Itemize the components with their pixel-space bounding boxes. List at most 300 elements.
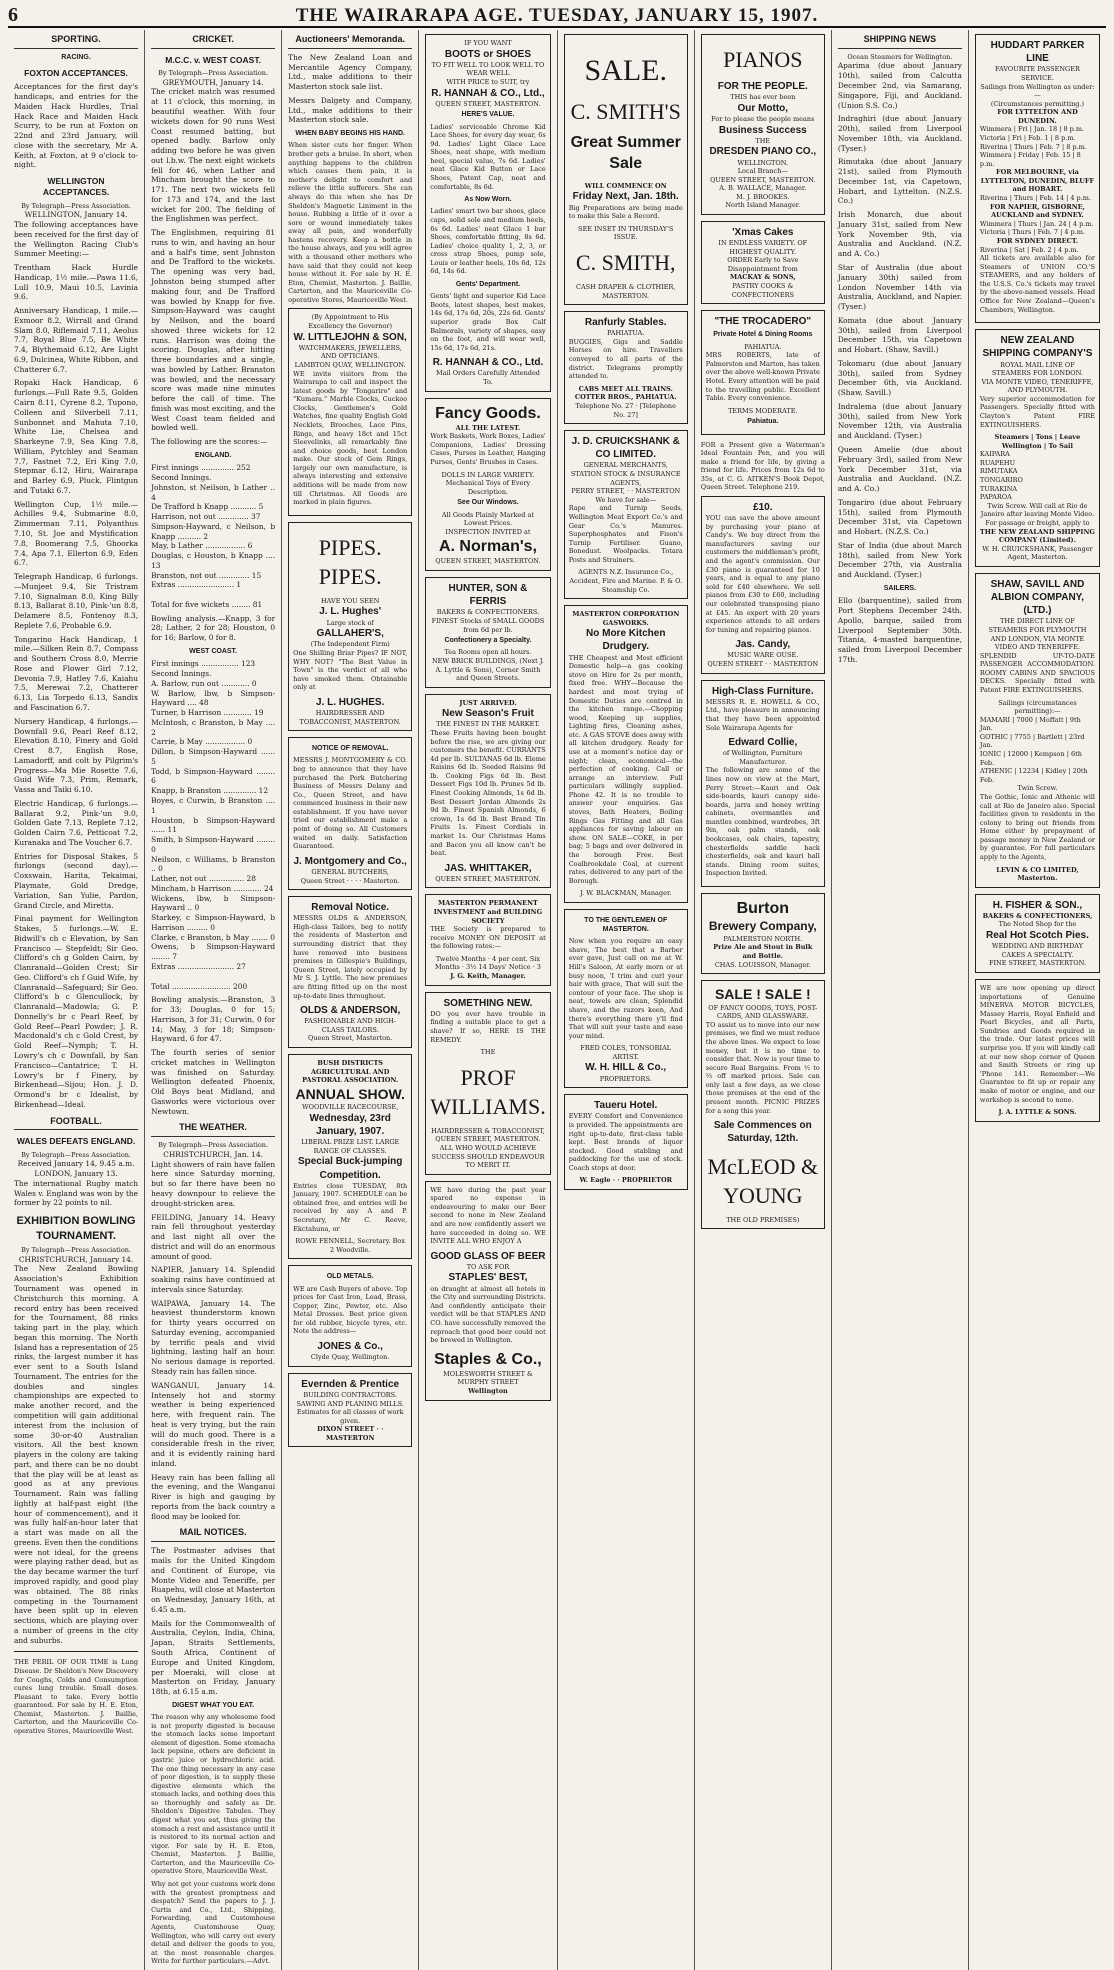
- ad-text: CASH DRAPER & CLOTHIER,: [575, 282, 676, 291]
- paragraph: Komata (due about January 30th), sailed from Liverpool December 15th, via Capetown and Hobart. (Shaw, Savill.): [837, 315, 962, 355]
- ad-title: Real Hot Scotch Pies.: [986, 930, 1089, 942]
- advertisement: [564, 605, 688, 903]
- article-heading: WALES DEFEATS ENGLAND.: [16, 1136, 136, 1147]
- advertisement: [564, 430, 688, 599]
- paragraph: When sister cuts her finger. When brother gets a bruise. In short, when anything happens to the children which causes them pain, it is mother's delight to comfort and relieve the little sufferers. She can always do this when she has Dr Sheldon's Magnetic Liniment in the house. Rubbing a little of it over a sore or wound immediately takes away all pain, and wonderfully hastens recovery. Keep a bottle in the house always, and you will agree with a thousand other mothers who have said that they could not keep house without it. For sale by H. E. Eton, Chemist, Masterton. J. Baillie, Carterton, and the Mauriceville Co-operative Stores, Mauriceville West.: [288, 141, 413, 304]
- ad-subtitle: FOR NAPIER, GISBORNE, AUCKLAND and SYDNEY.: [990, 202, 1085, 220]
- ad-text: MASTERTON.: [602, 291, 650, 300]
- column-ads-5: [558, 30, 695, 1970]
- dateline: WELLINGTON, January 14.: [24, 210, 128, 220]
- ad-text: CABS MEET ALL TRAINS. COTTER BROS., PAHIATUA.: [574, 384, 677, 402]
- ad-title: H. FISHER & SON.,: [992, 899, 1083, 911]
- dateline: CHRISTCHURCH, Jan. 14.: [163, 1149, 264, 1159]
- ad-text: ALL THE LATEST.: [455, 423, 521, 432]
- ad-text: of Wellington, Furniture Manufacturer.: [722, 749, 803, 766]
- advertisement: [975, 34, 1100, 323]
- ad-text: QUEEN STREET · · MASTERTON: [707, 660, 819, 669]
- section-heading: Auctioneers' Memoranda.: [288, 32, 412, 49]
- page-number: 6: [8, 4, 18, 26]
- byline: By Telegraph—Press Association.: [21, 201, 131, 210]
- advertisement: [288, 1265, 412, 1366]
- paragraph: Entries for Disposal Stakes, 5 furlongs (second day).—Coxswain, Harita, Tekaimai, Playmate, Gold Dredge, Variation, San Yulie, Pardon, Grand Circle, and Miretta.: [14, 851, 139, 910]
- paragraph: Final payment for Wellington Stakes, 5 furlongs.—W. E. Bidwill's ch c Elevation, by San Francisco — Stepfeldt; Sir Geo. Clifford's ch g Golden Cairn, by Clanranald—Golden Crest; Sir Geo. Clifford's ch f Guid Wife, by Clanranald—Safeguard; Sir Geo. Clifford's b c Glencullock, by Clanranald—Madowla; G. P. Donnelly's br c Pearl Reef, by Gold Reef—Pearl Powder; J. R. Macdonald's ch c Gold Crest, by Gold Reef—Nymph; T. H. Lowry's ch c Downfall, by San Francisco—Cantatrice; T. H. Lowry's br f Finery, by Birkenhead—Sijou; Hon. J. D. Ormond's br c Idealist, by Birkenhead—Ideal.: [14, 914, 139, 1109]
- ad-title: OLDS & ANDERSON,: [300, 1005, 401, 1017]
- section-heading: THE WEATHER.: [151, 1120, 275, 1137]
- columns: [8, 30, 1106, 1966]
- ad-text: Sailings (circumstances permitting):—: [998, 698, 1077, 716]
- ad-title: Fancy Goods.: [435, 404, 541, 422]
- ad-text: Wellington: [468, 1386, 508, 1395]
- ad-text: TO FIT WELL TO LOOK WELL TO WEAR WELL: [431, 60, 545, 78]
- ad-text: The Noted Shop for the: [998, 920, 1077, 929]
- ad-text: (The Independent Firm): [310, 640, 390, 649]
- ad-text: Twin Screw. Will call at Rio de Janeiro after leaving Monte Video.: [980, 501, 1095, 519]
- paragraph: Why not get your customs work done with the greatest promptness and despatch? Send the papers to J. J. Curtis and Co., Ltd., Shipping, Forwarding, and Customhouse Agents, Customhouse Quay, Wellington, who will carry out every detail and deliver the goods to you, at the most reasonable charges. Write for further particulars.—Advt.: [151, 1880, 276, 1966]
- ad-body: DO you ever have trouble in finding a suitable place to get a shave? If so, HERE IS THE REMEDY.: [430, 1009, 546, 1044]
- ad-text: INSPECTION INVITED at: [445, 527, 531, 536]
- advertisement: [564, 909, 688, 1088]
- article-heading: DIGEST WHAT YOU EAT.: [172, 1701, 255, 1709]
- paragraph: Aparima (due about January 10th), sailed from Calcutta December 2nd, via Samarang, Singapore, Fiji, and Auckland. (Union S.S. Co.): [837, 61, 962, 110]
- ad-text: Queen Street, Masterton.: [308, 1034, 393, 1043]
- paragraph: Star of Australia (due about January 30th) sailed from London November 14th via Australia, Auckland, and Napier. (Tyser.): [837, 263, 962, 312]
- ad-text: BUILDING CONTRACTORS.: [303, 1390, 397, 1399]
- ad-text: VIA MONTE VIDEO, TENERIFFE, AND PLYMOUTH.: [981, 377, 1094, 395]
- ad-body: The following are some of the lines now on view at the Mart, Perry Street:—Kauri and Oak side-boards, kauri canopy side-boards, jarra and honey writing cabinets, overmantles and mantles combined, wardrobes, 3ft 9in, oak palm stands, oak bookcases, oak chairs, tapestry, chesterfields saddle back chesterfields, oak and kauri hall stands. Dining room suites, Inspection Invited.: [705, 766, 820, 878]
- ad-text: QUEEN STREET, MASTERTON.: [435, 557, 541, 566]
- paragraph: The fourth series of senior cricket matches in Wellington was finished on Saturday. Wellington defeated Phoenix, Old Boys beat Midland, and Gasworks were victorious over Newtown.: [151, 1048, 276, 1116]
- ad-text: W. H. CRUICKSHANK, Passenger Agent, Masterton.: [982, 544, 1093, 562]
- ad-body: MESSRS J. MONTGOMERY & CO. beg to announce that they have purchased the Pork Butchering Business of Messrs Delany and Co., Queen Street, and have commenced business in their new establishment. If you have never tried our establishment make a point of doing so. All Customers waited on daily. Satisfaction Guaranteed.: [293, 756, 408, 851]
- article-heading: WELLINGTON ACCEPTANCES.: [42, 176, 110, 198]
- advertisement: [425, 1181, 550, 1401]
- ad-text: ALL WHO WOULD ACHIEVE SUCCESS SHOULD ENDEAVOUR TO MERIT IT.: [431, 1143, 545, 1170]
- paragraph: Tongarino Hack Handicap, 1 mile.—Silken Rein 8.7, Compass and Southern Cross 8.0, Merrie Rose and Flower Girl 7.12, Devonia 7.9, Hatley 7.6, Kaiahu 7.5, Merewai 7.2, Chatterer 6.13, Lia Torpedo 6.13, Sandix and Fascination 6.7.: [14, 634, 139, 712]
- ad-text: FINE STREET, MASTERTON.: [988, 959, 1086, 968]
- ad-title: DRESDEN PIANO CO.,: [709, 146, 817, 158]
- advertisement: [975, 979, 1100, 1122]
- paragraph: The international Rugby match Wales v. England was won by the former by 22 points to nil.: [14, 1178, 139, 1208]
- column-ads-8: [969, 30, 1106, 1970]
- ad-body: BUGGIES, Gigs and Saddle Horses on hire. Travellers conveyed to all parts of the district. Telegrams promptly attended to.: [568, 337, 683, 381]
- paragraph: Bowling analysis.—Branston, 3 for 33; Douglas, 0 for 15; Harrison, 3 for 31; Curwin, 0 for 14; May, 3 for 18; Simpson-Hayward, 6 for 47.: [151, 995, 276, 1044]
- ad-title: STAPLES' BEST,: [448, 1272, 528, 1284]
- advertisement: [701, 310, 825, 434]
- advertisement-text: FOR a Present give a Waterman's Ideal Fountain Pen, and you will make a friend for life, by giving a friend for life. Prices from 12s 6d to 35s, at C. G. AITKEN'S Book Depot, Queen Street. Telephone 219.: [700, 440, 825, 492]
- ad-text: THE DIRECT LINE OF STEAMERS FOR PLYMOUTH AND LONDON, VIA MONTE VIDEO AND TENERIFFE.: [988, 617, 1087, 652]
- ad-title: McLEOD & YOUNG: [707, 1153, 819, 1208]
- ad-text: THE NEW ZEALAND SHIPPING COMPANY (Limited).: [979, 527, 1095, 545]
- paragraph: The Postmaster advises that mails for the United Kingdom and Continent of Europe, via Monte Video and Teneriffe, per Ruapehu, will close at Masterton on Wednesday, January 16th, at 6.45 a.m.: [151, 1546, 276, 1614]
- byline: By Telegraph—Press Association.: [21, 1246, 131, 1255]
- steamer-list: KAIPARA RUAPEHU RIMUTAKA TONGARIRO TURAKINA PAPAROA: [979, 450, 1023, 502]
- paragraph: Nursery Handicap, 4 furlongs.—Downfall 9.6, Pearl Reef 8.12, Elevation 8.10, Finery and Gold Crest 8.7, English Rose, Lamadorff, and colt by Pilgrim's Progress—Ma Mie Rosette 7.6, Guid Wife 7.3, Prim, Remark, Vassa and Taiki 6.10.: [14, 716, 139, 795]
- ad-title: New Season's Fruit: [442, 708, 534, 720]
- paragraph: Wellington Cup, 1½ mile.—Achilles 9.4, Submarine 8.0, Zimmerman 7.11, Polyanthus 7.10, St. Joe and Mystification 7.8, Boomerang 7.5, Ghoorka 7.4, Apa 7.1, Ellerton 6.9, Eden 6.7.: [14, 499, 139, 568]
- ad-title: PIANOS: [723, 47, 803, 72]
- ad-text: WEDDING AND BIRTHDAY CAKES A SPECIALTY.: [991, 942, 1083, 959]
- ad-text: NEW BRICK BUILDINGS, (Next J. A. Lyttle & Sons), Corner Smith and Queen Streets.: [431, 656, 544, 683]
- ad-subtitle: Gents' Department.: [455, 280, 521, 288]
- ad-text: Queen Street · · · · Masterton.: [300, 876, 400, 885]
- paragraph: Heavy rain has been falling all the evening, and the Wanganui River is high and gauging by reports from the back country a flood may be looked for.: [151, 1472, 276, 1521]
- ad-text: FAVOURITE PASSENGER SERVICE.: [995, 65, 1080, 82]
- ad-title: "THE TROCADERO": [714, 316, 812, 328]
- ad-body: Very superior accommodation for Passengers. Specially fitted with Clayton's Patent FIRE EXTINGUISHERS.: [979, 394, 1095, 429]
- advertisement: [425, 398, 550, 571]
- ad-title: A. Norman's,: [438, 538, 537, 556]
- ad-text: W. Eagle · · PROPRIETOR: [579, 1176, 673, 1185]
- ad-title: SALE.: [584, 54, 667, 87]
- paragraph: The cricket match was resumed at 11 o'clock, this morning, in beautiful weather. With four wickets down for 90 runs West Coast resumed batting, but opened badly. Barlow only adding two before he was given out l.b.w. The next eight wickets fell for 46, when Lather and Mincham brought the score to 171. The next two wickets fell for 173 and 174, and the last wicket for 200. The fielding of the Englishmen was perfect.: [151, 87, 276, 224]
- ad-text: OF FANCY GOODS, TOYS, POST-CARDS, AND GLASSWARE.: [708, 1003, 818, 1021]
- ad-body: MESSRS R. E. HOWELL & CO., Ltd., have pleasure in announcing that they have been appointed Sole Wairarapa Agents for: [705, 697, 820, 732]
- ad-text: HAIRDRESSER AND TOBACCONIST, MASTERTON.: [299, 709, 401, 726]
- ad-title: MASTERTON CORPORATION GASWORKS.: [572, 610, 680, 627]
- ad-title: Ranfurly Stables.: [584, 317, 667, 329]
- advertisement: [701, 893, 825, 974]
- ad-text: Pahiatua.: [747, 418, 779, 426]
- ad-text: FRED COLES, TONSORIAL ARTIST.: [580, 1044, 672, 1061]
- paragraph: Acceptances for the first day's handicaps, and entries for the Maiden Hack Hurdles, Trial Hack Race and Maiden Hack Scurry, to be run at Foxton on 22nd and 23rd January, will close with the secretary, Mr A. Keith, at Foxton, at 9 o'clock to-night.: [14, 82, 139, 170]
- column-cricket: [145, 30, 282, 1970]
- ad-title: Friday Next, Jan. 18th.: [572, 191, 679, 203]
- ad-title: No More Kitchen Drudgery.: [586, 628, 666, 653]
- byline: By Telegraph—Press Association.: [21, 1150, 131, 1159]
- ad-body: TO assist us to move into our new premises, we find we must reduce the above lines. We expect to lose money, but it is no time to consider that. Now is your time to secure Real Bargains. From ½ to ⅓ off marked prices. Sale can only last a few days, as we close those premises at the end of the present month. PICNIC PRIZES for a song this year.: [705, 1020, 820, 1115]
- ad-body: Ladies' smart two bar shoes, glace caps, solid sole and medium heels, 6s 6d. Ladies' neat Glace 1 bar Shoes, comfortable fitting, 8s 6d. Ladies' choice quality 1, 2, 3, or cross strap Shoes, pump sole, Louis or leather heels, 10s 6d, 12s 6d, 14s 6d.: [430, 207, 546, 276]
- advertisement: [564, 34, 688, 305]
- paragraph: WANGANUI, January 14. Intensely hot and stormy weather is being experienced here, with frequent rain. The heat is very trying, but the rain will do much good. There is a considerable fresh in the river, and it is evidently raining hard inland.: [151, 1380, 276, 1468]
- ad-title: J. D. CRUICKSHANK & CO LIMITED.: [571, 436, 680, 461]
- ad-subtitle: As Now Worn.: [464, 196, 512, 204]
- column-ads-4: [419, 30, 557, 1970]
- ad-text: WELLINGTON.: [737, 158, 789, 167]
- ad-title: C. SMITH,: [575, 249, 676, 275]
- ad-text: Local Branch—: [737, 167, 788, 176]
- ad-text: THE FINEST IN THE MARKET.: [436, 720, 540, 729]
- ad-text: BAKERS & CONFECTIONERS.: [436, 608, 540, 617]
- ad-text: BUSH DISTRICTS AGRICULTURAL AND PASTORAL ASSOCIATION.: [302, 1059, 399, 1085]
- advertisement: [288, 1373, 412, 1448]
- scorecard: First innings .............. 252 Second Innings. Johnston, st Neilson, b Lather .. 4 De Trafford b Knapp ........... 5 Harrison, not out ............. 37 Simpson-Hayward, c Neilson, b Knapp .......... 2 May, b Lather ................. 6 Douglas, c Houston, b Knapp .... 13 Branston, not out ............. 15 Extras ........................ 1 Total for five wickets ........ 81: [151, 463, 276, 609]
- sailing-schedule: Wimmera | Thurs | Jan. 24 | 4 p.m. Victoria | Thurs | Feb. 7 | 4 p.m.: [979, 219, 1094, 237]
- ad-title: Wednesday, 23rd January, 1907.: [309, 1112, 391, 1137]
- article-heading: WHEN BABY BEGINS HIS HAND.: [295, 130, 405, 138]
- ad-subtitle: Brewery Company,: [708, 919, 817, 934]
- paragraph: The New Zealand Bowling Association's Exhibition Tournament was opened in Christchurch this morning. A record entry has been received for the Tournament, 88 rinks taking part in the play, which began this morning. The North Island has a representation of 25 rinks, the largest number it has ever sent to a South Island Tournament. The entries for the doubles and singles championships are expected to make another record, and the competition will gain additional interest from the inclusion of some 30-or-40 Australian visitors. All the best known players in the colony are taking part, and there can be no doubt that the play will be at least as good as at any previous Tournament. Rain was falling lightly at half-past eight (the hour of commencement), and it was fully half-an-hour later that a start was made on all the greens. Even then the conditions were not ideal, for the greens were playing rather dead, but as the day became warmer the turf improved rapidly, and good play was obtained. The 88 rinks competing in the Tournament have been split up in eleven sections, which are playing over a number of greens in the city and suburbs.: [14, 1264, 139, 1645]
- ad-body: All tickets are available also for Steamers of UNION CO.'S STEAMERS, and any holders of the U.S.S. Co.'s tickets may travel by the above-named vessels. Head Office for New Zealand—Queen's Chambers, Wellington.: [979, 254, 1095, 314]
- ad-text: Mechanical Toys of Every Description.: [445, 479, 531, 496]
- advertisement: [564, 311, 688, 424]
- ad-text: IF YOU WANT: [464, 39, 512, 47]
- ad-title: GALLAHER'S,: [316, 628, 384, 640]
- advertisement: [701, 496, 825, 674]
- paragraph: The following are the scores:—: [151, 437, 268, 447]
- section-heading: FOOTBALL.: [14, 1114, 138, 1131]
- ad-body: Big Preparations are being made to make this Sale a Record.: [568, 203, 683, 221]
- ad-text: LAMBTON QUAY, WELLINGTON.: [294, 360, 406, 369]
- ad-text: J. G. Keith, Manager.: [450, 972, 526, 981]
- byline: By Telegraph—Press Association.: [158, 1141, 269, 1150]
- advertisement: [425, 577, 550, 688]
- ad-title: Business Success: [718, 124, 807, 136]
- advertisement: [701, 34, 825, 215]
- paragraph: Electric Handicap, 6 furlongs.—Ballarat 9.2, Pink-'un 9.0, Golden Gate 7.13, Replete 7.12, Golden Cairn 7.6, Petticoat 7.2, Kuranaka and The Voucher 6.7.: [14, 798, 139, 847]
- ad-text: Prize Ale and Stout in Bulk and Bottle.: [713, 943, 813, 961]
- ad-text: CHAS. LOUISSON, Manager.: [714, 960, 811, 969]
- ad-title: Our Motto,: [737, 102, 789, 114]
- advertisement: [975, 894, 1100, 973]
- paragraph: Messrs Dalgety and Company, Ltd., make additions to their Masterton stock sale.: [288, 95, 413, 125]
- ad-text: ORDER Early to Save Disappointment from: [727, 256, 799, 273]
- dateline: CHRISTCHURCH, January 14.: [18, 1254, 134, 1264]
- ad-text: LIBERAL PRIZE LIST. LARGE RANGE OF CLASSES.: [301, 1138, 400, 1155]
- ad-text: THE: [480, 1048, 496, 1057]
- ad-title: J. L. HUGHES.: [316, 696, 385, 708]
- paragraph: Tongariro (due about February 15th), sailed from Plymouth December 31st, via Capetown and Hobart. (N.Z.S. Co.): [837, 497, 962, 537]
- ad-title: PROF WILLIAMS.: [430, 1064, 546, 1119]
- paragraph: Ello (barquentine), sailed from Port Stephens December 24th. Apollo, barque, sailed from Liverpool September 30th. Titania, 4-masted barquentine, sailed from Liverpool December 17th.: [837, 596, 962, 664]
- ad-title: OLD METALS.: [326, 1273, 374, 1281]
- ad-subtitle: FOR MELBOURNE, via LYTTELTON, DUNEDIN, BLUFF and HOBART.: [980, 168, 1095, 194]
- ad-title: PIPES. PIPES.: [318, 534, 382, 589]
- ad-body: MESSRS OLDS & ANDERSON, High-class Tailors, beg to notify the residents of Masterton and surrounding district that they have removed into business premises in Gillespie's Buildings, Queen Street, lately occupied by Mr S. J. Lyttle. The new premises are fitting fitted up on the most up-to-date lines throughout.: [293, 914, 408, 1000]
- newspaper-title: THE WAIRARAPA AGE. TUESDAY, JANUARY 15, 1907.: [295, 5, 819, 26]
- ad-text: J. W. BLACKMAN, Manager.: [580, 889, 672, 898]
- ad-text: QUEEN STREET, MASTERTON.: [435, 874, 541, 883]
- article-heading: M.C.C. v. WEST COAST.: [165, 54, 261, 65]
- ad-body: THE Cheapest and Most efficient Domestic help—a gas cooking stove on Hire for 2s per month, fixed free. WHY—Because the hardest and most trying of Domestic Duties are centred in the kitchen range.—Chopping wood, Keeping up supplies, Lighting fires, Cleaning ashes, etc. A GAS STOVE does away with all kitchen drudgery. Ready for use at a moment's notice day or night; clean, economical—the perfection of cooking. Call or arrange an interview. Full particulars willingly supplied. Phone 42. It is no trouble to answer your enquiries. Gas stoves, Bath Heaters, Boiling Rings Gas Fitting and all Gas appliances for saving labour on show. ON SALE—COKE, in per bag; 5 bags and over delivered in the borough Free. Best Coalbrookdale Coal, at current rates, delivered to any part of the Borough.: [568, 653, 683, 885]
- advertisement: [288, 308, 412, 515]
- ad-body: SPLENDID UP-TO-DATE PASSENGER ACCOMMODATION. ROOMY CABINS AND SPACIOUS DECKS. Specially fitted with Patent FIRE EXTINGUISHERS.: [979, 651, 1095, 694]
- ad-text: Twin Screw.: [1017, 784, 1058, 793]
- ad-text: Sailings from Wellington as under:—: [980, 82, 1095, 100]
- paragraph: Star of India (due about March 18th), sailed from New York December 27th, via Australia and Auckland. (Tyser.): [837, 540, 962, 580]
- paragraph: Rimutaka (due about January 21st), sailed from Plymouth December 1st, via Capetown, Hobart, and Lyttelton. (N.Z.S. Co.): [837, 157, 962, 206]
- ad-body: MRS ROBERTS, late of Palmerston and Marton, has taken over the above well-known Private Hotel. Every attention will be paid to the travelling public. Excellent Table. Every convenience.: [705, 351, 820, 403]
- ad-text: TERMS MODERATE.: [728, 406, 798, 415]
- ad-text: GENERAL BUTCHERS,: [311, 867, 389, 876]
- paragraph: Bowling analysis.—Knapp, 3 for 28; Lather, 2 for 28; Houston, 0 for 16; Barlow, 0 for 8.: [151, 613, 276, 643]
- dateline: LONDON, January 13.: [34, 1169, 118, 1179]
- paragraph: The following acceptances have been received for the first day of the Wellington Racing Club's Summer Meeting:—: [14, 220, 139, 259]
- ad-title: JAS. WHITTAKER,: [444, 862, 532, 874]
- ad-title: Removal Notice.: [311, 902, 390, 914]
- advertisement: [975, 329, 1100, 567]
- ad-text: QUEEN STREET, MASTERTON.: [435, 99, 541, 108]
- ad-subtitle: FOR LYTTELTON AND DUNEDIN.: [997, 108, 1078, 125]
- ad-body: These Fruits having been bought before the rise, we are giving our customers the benefit. CURRANTS 4d per lb. SULTANAS 6d lb. Eleme Raisins 6d lb. Seeded Raisins 9d lb. Cooking Figs 6d lb. Best Dessert Figs 10d lb. Prunes 5d lb. Finest Cooking Almonds, 1s 6d lb. Best Dessert Jordan Almonds 2s 9d lb. Finest Spanish Almonds, 6 crown, 1s 6d lb. Best Brand Tin Fruits 1s. Finest Cordials in market 1s. Our Christmas Hams and Bacon you all know can't be beat.: [430, 729, 546, 858]
- paragraph: The reason why any wholesome food is not properly digested is because the stomach lacks some important element of digestion. Some stomachs lack pepsine, others are deficient in gastric juice or hydrochloric acid. The one thing necessary in any case of poor digestion, is to supply these digestive elements which the stomach lacks, and nothing does this so thoroughly and safely as Dr. Sheldon's Digestive Tabules. They digest what you eat, thus giving the stomach a rest and assistance until it is restored to its normal action and vigor. For sale by H. E. Eton, Chemist, Masterton. J. Baillie, Carterton, and the Mauriceville Co-operative Store, Mauriceville West.: [151, 1713, 276, 1876]
- dateline: GREYMOUTH, January 14.: [162, 77, 264, 87]
- ad-text: (By Appointment to His Excellency the Governor): [308, 313, 392, 331]
- team-heading: WEST COAST.: [189, 648, 238, 656]
- advertisement: [701, 680, 825, 887]
- section-heading: MAIL NOTICES.: [151, 1525, 275, 1542]
- ad-title: JONES & Co.,: [317, 1341, 383, 1353]
- ad-title: HUDDART PARKER LINE: [990, 40, 1085, 65]
- ad-text: Twelve Months · 4 per cent. Six Months · 3½ 14 Days' Notice · 3: [434, 954, 541, 972]
- ad-body: Work Baskets, Work Boxes, Ladies' Companions, Ladies' Dressing Cases, Purses in Leather, Hanging Purses, Gents' Brushes in Cases.: [430, 432, 546, 467]
- ad-title: J. L. Hughes': [319, 606, 382, 618]
- ad-text: WATCHMAKERS, JEWELLERS, AND OPTICIANS.: [298, 343, 402, 361]
- ad-title: Staples & Co.,: [434, 1350, 542, 1368]
- ad-body: EVERY Comfort and Convenience is provided. The appointments are right up-to-date, first-class table kept. Best brands of liquor stocked. Good stabling and paddocking for the use of stock. Coach stops at door.: [568, 1112, 683, 1172]
- ad-title: £10.: [753, 501, 773, 513]
- ad-text: Clyde Quay, Wellington.: [310, 1353, 390, 1362]
- ad-title: Edward Collie,: [728, 737, 798, 749]
- ad-title: Burton: [736, 899, 790, 917]
- sailing-schedule: Riverina | Sat | Feb. 2 | 4 p.m.: [979, 245, 1079, 254]
- ad-title: R. HANNAH & CO., Ltd.,: [431, 87, 545, 99]
- ad-text: We have for sale—: [595, 495, 657, 504]
- ad-text: For passage or freight, apply to: [985, 518, 1090, 527]
- ad-text: ROWE FENNELL, Secretary. Box 2 Woodville.: [295, 1237, 405, 1254]
- paragraph: Irish Monarch, due about January 31st, sailed from New York November 9th, via Australia and Auckland. (N.Z. and A. Co.): [837, 210, 962, 259]
- ad-title: 'Xmas Cakes: [732, 226, 794, 238]
- ad-text: For to please the people means: [711, 114, 815, 123]
- ad-title: W. H. HILL & Co.,: [585, 1062, 667, 1074]
- advertisement: [288, 1054, 412, 1259]
- paragraph: Telegraph Handicap, 6 furlongs.—Munjeet 9.4, Sir Tristram 7.10, Signalman 8.0, King Billy 8.13, Ballarat 8.10, Pink-'un 8.8, Delamere 8.5, Fontenoy 8.3, Replete 7.6, Probable 6.9.: [14, 572, 139, 630]
- scorecard: First innings ................ 123 Second Innings. A. Barlow, run out ............ 0 W. Barlow, lbw, b Simpson-Hayward .... 48 Turner, b Harrison ............ 19 McIntosh, c Branston, b May .... 2 Carrie, b May ................. 0 Dillon, b Simpson-Hayward ...... 5 Todd, b Simpson-Hayward ........ 6 Knapp, b Branston .............. 12 Boyes, c Curwin, b Branston .... 1 Houston, b Simpson-Hayward ...... 11 Smith, b Simpson-Hayward ........ 0 Neilson, c Williams, b Branston .. 0 Lather, not out ............... 28 Mincham, b Harrison ............ 24 Wickens, lbw, b Simpson-Hayward .. 0 Starkey, c Simpson-Hayward, b Harrison ......... 0 Clarke, c Branston, b May ....... 0 Owens, b Simpson-Hayward ........ 7 Extras ........................ 27 Total ......................... 200: [151, 659, 276, 991]
- ad-body: Rape and Turnip Seeds. Wellington Meat Export Co.'s and Gear Co.'s Manures. Superphosphates and Fison's Turnip Fertiliser. Guano, Bonedust. Woolpacks. Totara Posts and Strainers.: [568, 504, 683, 564]
- column-sporting: [8, 30, 145, 1970]
- ad-text: PASTRY COOKS & CONFECTIONERS: [731, 282, 794, 299]
- subsection-heading: Ocean Steamers for Wellington.: [847, 52, 953, 61]
- ad-subtitle: Great Summer Sale: [570, 133, 681, 172]
- ad-title: TO THE GENTLEMEN OF MASTERTON.: [584, 916, 668, 934]
- dateline: Received January 14, 9.45 a.m.: [17, 1159, 135, 1169]
- subsection-heading: SAILERS.: [883, 584, 917, 592]
- ad-text: Mail Orders Carefully Attended To.: [435, 369, 540, 387]
- ad-subtitle: HERE'S VALUE.: [461, 111, 515, 119]
- ad-text: QUEEN STREET, MASTERTON.: [435, 1135, 541, 1144]
- ad-text: WITH PRICE to SUIT, try: [446, 77, 530, 86]
- steamer-list: MAMARI | 7000 | Moffatt | 9th Jan. GOTHIC | 7755 | Bartlett | 23rd Jan. IONIC | 12000 | Kempson | 6th Feb. ATHENIC | 12234 | Kidley | 20th Feb.: [979, 715, 1088, 784]
- ad-body: WE are now opening up direct importations of Genuine MINERVA MOTOR BICYCLES, Massey Harris, Royal Enfield and Pearl Bicycles, and all Parts, Sundries and Goods required in the trade. Our latest prices will surprise you. If you will kindly call at our new shop corner of Queen and Smith Streets or ring up 'Phone 141. Remember:—We Guarantee to fit up or repair any make of motor or engine, and our workshop is second to none.: [979, 983, 1095, 1104]
- paragraph: The Englishmen, requiring 81 runs to win, and having an hour and a half's time, sent Johnston and De Trafford to the wickets. The opening was very bad, Johnston being stumped after making four, and De Trafford was bowled by Knapp for five. Simpson-Hayward was caught by Neilson, and the board showed three wickets for 12 runs. Harrison was doing the scoring. Douglas, after hitting three boundaries and a single, was bowled by Lather. Branston was bowled, and the necessary score was made nine minutes before the call of time. The finish was most exciting, and the West Coast team fielded and bowled well.: [151, 228, 276, 433]
- ad-subtitle: Private Hotel & Dining Rooms: [713, 331, 813, 339]
- paragraph: Light showers of rain have fallen here since Saturday morning, but so far there have been no heavy downpour to relieve the drought-stricken area.: [151, 1159, 276, 1208]
- advertisement: [425, 694, 550, 889]
- ad-title: ANNUAL SHOW.: [295, 1085, 405, 1102]
- ad-text: (Circumstances permitting.): [990, 99, 1085, 108]
- ad-title: BOOTS or SHOES: [444, 48, 532, 60]
- ad-title: NEW ZEALAND SHIPPING COMPANY'S: [982, 335, 1093, 360]
- ad-title: Special Buck-jumping Competition.: [297, 1156, 403, 1181]
- section-heading: CRICKET.: [151, 32, 275, 49]
- paragraph: Trentham Hack Hurdle Handicap, 1½ mile.—Pawa 11.6, Lull 10.9, Maui 10.5, Lavinia 9.6.: [14, 263, 139, 302]
- advertisement: [564, 1094, 688, 1190]
- ad-subtitle: Confectionery a Specialty.: [444, 637, 532, 645]
- ad-text: JUST ARRIVED.: [459, 698, 517, 707]
- paragraph: Indralema (due about January 30th), sailed from New York November 12th, via Australia and Auckland. (Tyser.): [837, 401, 962, 441]
- column-ads-6: [695, 30, 832, 1970]
- team-heading: ENGLAND.: [194, 452, 232, 459]
- ad-text: GENERAL MERCHANTS, STATION STOCK & INSURANCE AGENTS,: [570, 461, 681, 487]
- ad-text: QUEEN STREET, MASTERTON.: [710, 175, 816, 184]
- ad-text: J. A. LYTTLE & SONS.: [998, 1108, 1077, 1117]
- ad-title: R. HANNAH & CO., Ltd.: [432, 357, 544, 369]
- section-heading: SHIPPING NEWS: [838, 32, 962, 49]
- ad-text: PAHIATUA.: [744, 342, 782, 351]
- ad-body: on draught at almost all hotels in the City and surrounding Districts. And confidently anticipate their verdict will be that STAPLES AND CO. have successfully removed the reproach that good beer could not be brewed in Wellington.: [430, 1284, 546, 1345]
- section-heading: SPORTING.: [14, 32, 138, 49]
- ad-text: M. J. BROOKES.: [736, 192, 790, 201]
- ad-title: SOMETHING NEW.: [443, 997, 533, 1009]
- ad-text: PALMERSTON NORTH.: [723, 934, 803, 943]
- ad-body: WE have during the past year spared no expense in endeavouring to make our Beer second to none in New Zealand and are now confidently assert we have succeeded in doing so. WE INVITE ALL WHO ENJOY A: [430, 1185, 546, 1246]
- paragraph: WAIPAWA, January 14. The heaviest thunderstorm known for thirty years occurred on Saturday evening, accompanied by terrific peals and vivid lightning, lasting half an hour. No serious damage is reported. Steady rain has fallen since.: [151, 1298, 276, 1376]
- ad-text: DIXON STREET · · MASTERTON: [317, 1425, 384, 1442]
- ad-title: MACKAY & SONS,: [730, 273, 796, 282]
- paragraph: The New Zealand Loan and Mercantile Agency Company, Ltd., make additions to their Masterton stock sale list.: [288, 52, 413, 92]
- paragraph: NAPIER, January 14. Splendid soaking rains have continued at intervals since Saturday.: [151, 1265, 276, 1294]
- ad-body: Entries close TUESDAY, 8th January, 1907. SCHEDULE can be obtained free, and entries will be received by any A and P. Secretary, Mr C. Reeve, Ekctahuna, or: [293, 1181, 408, 1233]
- paragraph: Queen Amelie (due about February 3rd), sailed from New York December 31st, via Australia and Auckland. (N.Z. and A. Co.): [837, 445, 962, 494]
- paragraph: Indraghiri (due about January 20th), sailed from Liverpool November 18th, via Auckland. (Tyser.): [837, 114, 962, 153]
- ad-title: Taueru Hotel.: [594, 1100, 658, 1112]
- ad-text: SEE INSET IN THURSDAY'S ISSUE.: [578, 224, 674, 242]
- article-heading: EXHIBITION BOWLING TOURNAMENT.: [16, 1215, 136, 1242]
- advertisement: [701, 221, 825, 304]
- paragraph: Tokomaru (due about January 30th), sailed from Sydney December 6th, via Auckland. (Shaw, Savill.): [837, 358, 962, 398]
- ad-text: PAHIATUA.: [607, 329, 645, 338]
- article-heading: FOXTON ACCEPTANCES.: [24, 68, 128, 79]
- sailing-schedule: Wimmera | Fri | Jan. 18 | 8 p.m. Victoria | Fri | Feb. 1 | 8 p.m. Riverina | Thurs | Feb. 7 | 8 p.m. Wimmera | Friday | Feb. 15 | 8 p.m.: [979, 125, 1087, 168]
- ad-body: Gents' light and superior Kid Lace Boots, latest shapes, best makes, 14s 6d, 17s 6d, 20s, 22s 6d. Gents' superior grade Box Calf Balmorals, variety of shapes, easy on the foot, and will wear well, 15s 6d, 17s 6d, 21s.: [430, 292, 546, 352]
- ad-title: W. LITTLEJOHN & SON,: [293, 331, 407, 343]
- ad-body: WE invite visitors from the Wairarapa to call and inspect the latest goods by "Tongariro" and "Kumara." Marble Clocks, Cuckoo Clocks, Gentlemen's Gold Watches, fine quality English Gold Necklets, Brooches, Lace Pins, Rings, and heavy 18ct and 15ct Sleevelinks, all remarkably fine and choice goods, best London make. Our stock of Gem Rings, largely our own manufacture, is always interesting and extensive additions will be made from now till Christmas. All Goods are marked in plain figures.: [293, 369, 408, 507]
- ad-text: DOLLS IN LARGE VARIETY.: [441, 470, 535, 479]
- column-auctioneers: [282, 30, 419, 1970]
- paragraph: Mails for the Commonwealth of Australia, Ceylon, India, China, Japan, Straits Settlements, South Africa, Continent of Europe and United Kingdom, per Moeraki, will close at Masterton on Friday, January 18th, at 6.15 a.m.: [151, 1618, 276, 1697]
- ad-title: SHAW, SAVILL AND ALBION COMPANY, (LTD.): [990, 578, 1085, 617]
- paragraph: Ropaki Hack Handicap, 6 furlongs.—Full Rate 9.5, Golden Cairn 8.11, Cyrene 8.2, Tupono, Colleen and Silverbell 7.11, Sunbonnet and Mahuta 7.10, White Lie, Chelsea and Sharkeyne 7.9, Sea King 7.8, William, Pytchley and Seaman 7.7, Fastnet 7.2, Eri King 7.0, Stepmar 6.12, Hiru, Wairarapa and Barley 6.9, Pluck, Flintgun and Tutaki 6.7.: [14, 378, 139, 495]
- ad-text: Telephone No. 27 · [Telephone No. 27]: [575, 401, 676, 419]
- ad-text: BAKERS & CONFECTIONERS,: [982, 911, 1093, 920]
- subsection-heading: RACING.: [61, 53, 91, 61]
- table-header: Steamers | Tons | Leave Wellington | To Sail: [994, 433, 1081, 450]
- ad-text: THIS has ever been: [730, 93, 796, 102]
- ad-text: HAIRDRESSER & TOBACCONIST,: [431, 1126, 545, 1135]
- ad-subtitle: See Our Windows.: [457, 499, 519, 507]
- ad-body: Ladies' serviceable Chrome Kid Lace Shoes, for every day wear, 6s 9d. Ladies' Light Glace Lace Shoes, neat shape, with medium heel, special value, 7s 6d. Ladies' neat Glace Kid Button or Lace Shoes, Patent Cap, neat and comfortable, 8s 6d.: [430, 122, 546, 191]
- advertisement: [425, 992, 550, 1175]
- ad-title: GOOD GLASS OF BEER: [430, 1250, 546, 1262]
- ad-body: One Shilling Briar Pipes? IF NOT, WHY NOT? "The Best Value in Town" is the verdict of all who have smoked them. Obtainable only at: [293, 648, 408, 692]
- ad-title: Jas. Candy,: [735, 639, 791, 651]
- ad-body: WE are Cash Buyers of above. Top prices for Cast Iron, Lead, Brass, Copper, Zinc, Pewter, etc. Also Metal Drosses. Best price given for old rubber, bicycle tyres, etc. Note the address—: [293, 1284, 408, 1336]
- advertisement: [425, 894, 550, 985]
- ad-title: HUNTER, SON & FERRIS: [448, 583, 528, 608]
- ad-title: SALE ! SALE !: [714, 986, 811, 1003]
- ad-title: C. SMITH'S: [570, 98, 681, 124]
- paragraph: Anniversary Handicap, 1 mile.—Exmoor 8.2, Wirrall and Grand Slam 8.0, Riflemaid 7.11, Aeolus 7.7, Royal Blue 7.5, Be White 7.4, Blythemaid 6.12, Are Light 6.9, Dulcinea, White Ribbon, and Chatterer 6.7.: [14, 306, 139, 374]
- ad-text: Large stock of: [326, 618, 374, 627]
- ad-text: Tea Rooms open all hours.: [444, 648, 532, 657]
- ad-title: NOTICE OF REMOVAL.: [311, 745, 389, 753]
- ad-text: MUSIC WARE OUSE.: [727, 651, 799, 660]
- advertisement-text: THE PERIL OF OUR TIME is Lung Disease. Dr Sheldon's New Discovery for Coughs, Colds and Consumption cures lung trouble. Small doses. Pleasant to take. Every bottle guaranteed. For sale by H. E. Eton, Chemist, Masterton. J. Baillie, Carterton, and the Mauriceville Co-operative Stores, Mauriceville West.: [14, 1658, 139, 1735]
- advertisement: [288, 737, 412, 890]
- advertisement: [701, 980, 825, 1229]
- ad-text: PROPRIETORS.: [599, 1074, 652, 1083]
- ad-text: MOLESWORTH STREET & MURPHY STREET: [443, 1369, 533, 1387]
- advertisement: [975, 573, 1100, 888]
